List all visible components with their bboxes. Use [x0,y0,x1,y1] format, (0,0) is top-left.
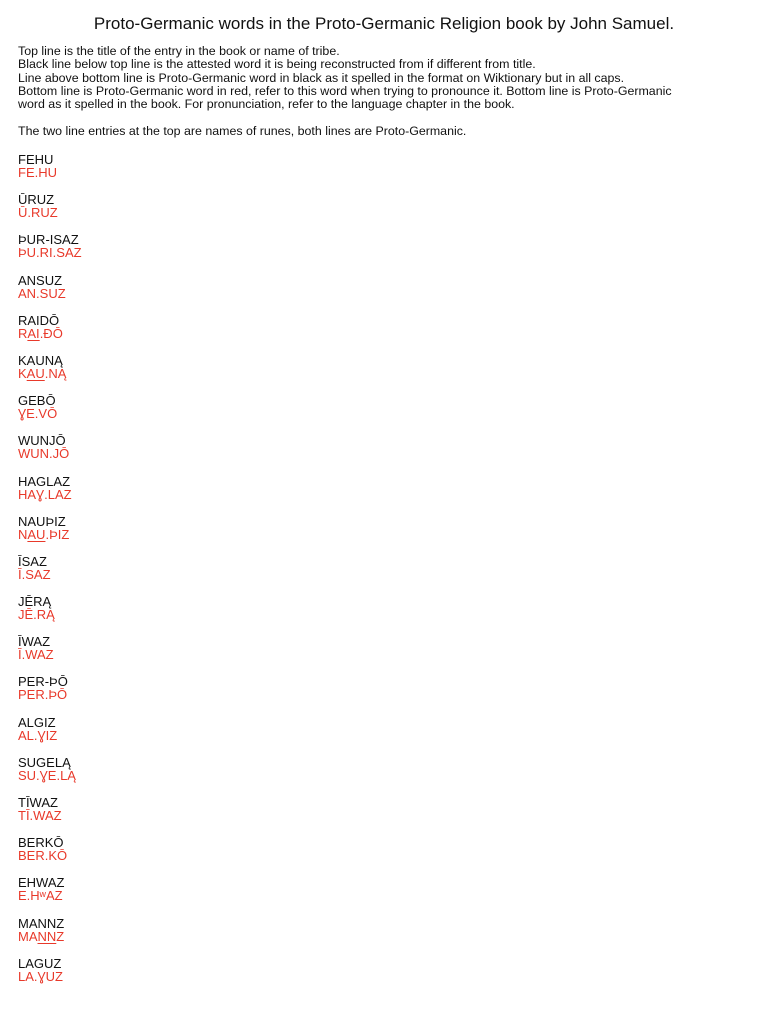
word-entry [18,675,82,715]
word-entry [18,595,82,635]
intro-line: Top line is the title of the entry in the book or name of tribe. [18,44,340,58]
word-entry [18,354,82,394]
word-entry [18,635,82,675]
entry-word: LAGUZ [18,955,62,971]
pronunciation-segment: .ÞIZ [45,526,70,542]
entry-word: FEHU [18,152,54,167]
pronunciation-segment: AN.SUZ [18,285,66,301]
entry-pronunciation [18,769,82,782]
pronunciation-segment: K [18,365,27,381]
entry-pronunciation [18,849,82,862]
entry-pronunciation [18,447,82,460]
pronunciation-segment: BER.KŌ [18,848,68,864]
word-entry [18,274,82,314]
intro-line: Bottom line is Proto-Germanic word in red, refer to this word when trying to pronounce it. Bottom line is Proto-Germanic [18,83,672,98]
entry-pronunciation [18,568,82,581]
word-entry [18,434,82,474]
word-entry [18,555,82,595]
pronunciation-segment: LA.ƔUZ [18,968,63,984]
word-entry [18,475,82,515]
entry-word: GEBŌ [18,393,56,409]
underlined-segment: AI [27,325,40,341]
entry-pronunciation [18,970,82,983]
entry-word: ÞUR-ISAZ [18,232,79,248]
entry-word: NAUÞIZ [18,513,66,529]
entry-word: SUGELĄ [18,754,71,770]
underlined-segment: AU [26,365,45,381]
pronunciation-segment: AL.ƔIZ [18,727,58,743]
intro-line: Black line below top line is the attested word it is being reconstructed from if different from title. [18,57,536,72]
pronunciation-segment: N [18,526,28,542]
word-entry [18,314,82,354]
pronunciation-segment: Z [56,928,65,944]
entry-pronunciation [18,608,82,621]
entry-word: ĪWAZ [18,634,51,650]
pronunciation-segment: WUN.JŌ [18,446,70,462]
word-entry [18,394,82,434]
entry-word: JĒRĄ [18,594,52,610]
entry-pronunciation [18,688,82,701]
word-entry [18,716,82,756]
word-entry [18,917,82,957]
entry-pronunciation [18,166,82,179]
entry-word: EHWAZ [18,875,65,891]
intro-text [18,45,758,138]
entry-word: ANSUZ [18,272,63,288]
entry-word: WUNJŌ [18,433,66,449]
entry-pronunciation [18,930,82,943]
word-entry [18,515,82,555]
entry-pronunciation [18,407,82,420]
entry-pronunciation [18,488,82,501]
pronunciation-segment: MA [18,928,38,944]
intro-line: Line above bottom line is Proto-Germanic word in black as it spelled in the format on Wiktionary but in all caps. [18,70,625,85]
pronunciation-segment: Ī.SAZ [18,566,51,582]
entry-word: BERKŌ [18,835,64,851]
entry-pronunciation [18,809,82,822]
word-entry [18,233,82,273]
entry-word: TĪWAZ [18,795,58,810]
word-entry [18,193,82,233]
entry-pronunciation [18,528,82,541]
entry-pronunciation [18,729,82,742]
entry-word: RAIDŌ [18,312,60,328]
pronunciation-segment: PER.ÞŌ [18,687,68,703]
entry-pronunciation [18,648,82,661]
entry-pronunciation [18,327,82,340]
pronunciation-segment: FE.HU [18,165,57,180]
entry-word: HAGLAZ [18,473,71,489]
rune-note: The two line entries at the top are names of runes, both lines are Proto-Germanic. [18,123,467,138]
pronunciation-segment: AZ [45,888,63,904]
intro-line: word as it spelled in the book. For pronunciation, refer to the language chapter in the book. [18,97,515,112]
pronunciation-segment: Ī.WAZ [18,647,54,663]
entry-pronunciation [18,889,82,902]
pronunciation-segment: E.Hʷ [18,888,46,904]
entry-pronunciation [18,246,82,259]
entry-word: ŪRUZ [18,192,55,208]
underlined-segment: AU [27,526,46,542]
word-entry [18,876,82,916]
pronunciation-segment: SU.ƔE.LĄ [18,767,76,783]
pronunciation-segment: HAƔ.LAZ [18,486,72,502]
pronunciation-segment: ƔE.VŌ [18,406,58,422]
entry-word: ALGIZ [18,714,56,730]
entry-pronunciation [18,287,82,300]
underlined-segment: NN [37,928,57,944]
pronunciation-segment: ÞU.RI.SAZ [18,245,82,261]
entry-word: KAUNĄ [18,352,63,368]
entry-word: PER-ÞŌ [18,674,68,690]
pronunciation-segment: .NĄ [44,365,67,381]
word-entry [18,796,82,836]
pronunciation-segment: R [18,325,28,341]
word-entry [18,153,82,193]
word-entry [18,836,82,876]
page-title: Proto-Germanic words in the Proto-Germanic Religion book by John Samuel. [93,14,675,33]
entry-pronunciation [18,367,82,380]
entry-list [18,153,82,997]
entry-word: ĪSAZ [18,553,47,569]
pronunciation-segment: JĒ.RĄ [18,607,55,623]
word-entry [18,756,82,796]
entry-word: MANNZ [18,915,65,931]
pronunciation-segment: Ū.RUZ [18,205,58,221]
pronunciation-segment: TĪ.WAZ [18,808,62,823]
entry-pronunciation [18,206,82,219]
pronunciation-segment: .ÐŌ [39,325,63,341]
word-entry [18,957,82,997]
